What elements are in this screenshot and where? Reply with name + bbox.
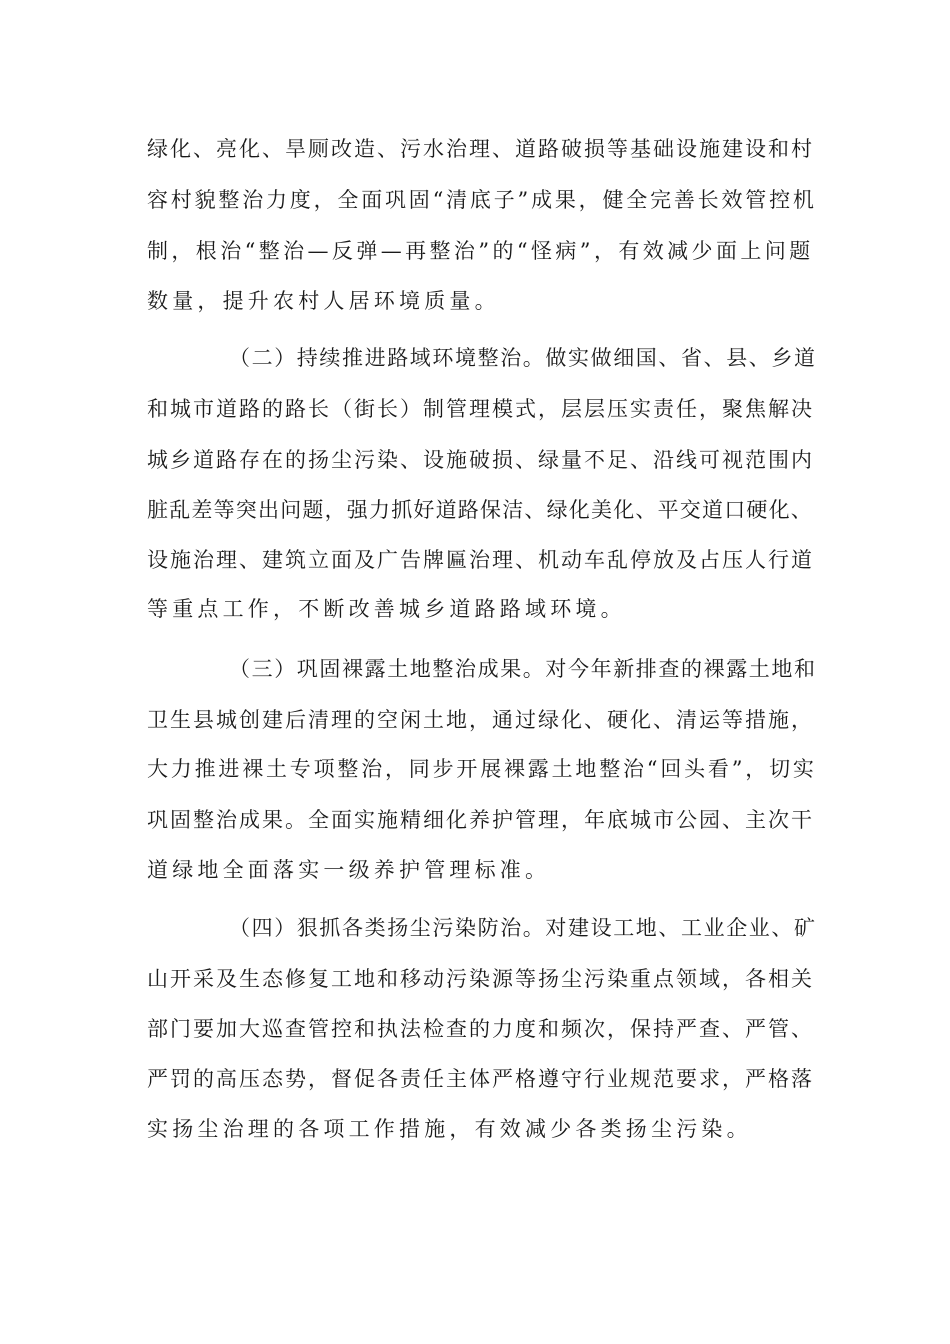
paragraph-3-line-1: （三）巩固裸露土地整治成果。对今年新排查的裸露土地和 — [229, 657, 817, 681]
paragraph-2-line-2: 和城市道路的路长（街长）制管理模式，层层压实责任，聚焦解决 — [147, 397, 814, 421]
paragraph-3-line-3: 大力推进裸土专项整治，同步开展裸露土地整治“回头看”，切实 — [147, 757, 817, 781]
paragraph-2-line-5: 设施治理、建筑立面及广告牌匾治理、机动车乱停放及占压人行道 — [147, 548, 814, 572]
paragraph-3-line-4: 巩固整治成果。全面实施精细化养护管理，年底城市公园、主次干 — [147, 808, 814, 832]
paragraph-1-line-4: 数量，提升农村人居环境质量。 — [147, 289, 500, 313]
paragraph-2-line-4: 脏乱差等突出问题，强力抓好道路保洁、绿化美化、平交道口硬化、 — [147, 498, 813, 522]
paragraph-1-line-1: 绿化、亮化、旱厕改造、污水治理、道路破损等基础设施建设和村 — [147, 137, 814, 161]
paragraph-2-line-3: 城乡道路存在的扬尘污染、设施破损、绿量不足、沿线可视范围内 — [147, 448, 814, 472]
paragraph-3-line-5: 道绿地全面落实一级养护管理标准。 — [147, 858, 551, 882]
paragraph-3-line-2: 卫生县城创建后清理的空闲土地，通过绿化、硬化、清运等措施， — [147, 708, 814, 732]
paragraph-2-line-6: 等重点工作，不断改善城乡道路路域环境。 — [147, 597, 626, 621]
paragraph-4-line-4: 严罚的高压态势，督促各责任主体严格遵守行业规范要求，严格落 — [147, 1067, 814, 1091]
paragraph-2-line-1: （二）持续推进路域环境整治。做实做细国、省、县、乡道 — [229, 346, 817, 370]
paragraph-4-line-2: 山开采及生态修复工地和移动污染源等扬尘污染重点领域，各相关 — [147, 967, 814, 991]
paragraph-4-line-5: 实扬尘治理的各项工作措施，有效减少各类扬尘污染。 — [147, 1117, 752, 1141]
paragraph-4-line-1: （四）狠抓各类扬尘污染防治。对建设工地、工业企业、矿 — [229, 916, 817, 940]
paragraph-1-line-2: 容村貌整治力度，全面巩固“清底子”成果，健全完善长效管控机 — [147, 188, 817, 212]
paragraph-1-line-3: 制，根治“整治—反弹—再整治”的“怪病”，有效减少面上问题 — [147, 239, 814, 263]
paragraph-4-line-3: 部门要加大巡查管控和执法检查的力度和频次，保持严查、严管、 — [147, 1017, 814, 1041]
